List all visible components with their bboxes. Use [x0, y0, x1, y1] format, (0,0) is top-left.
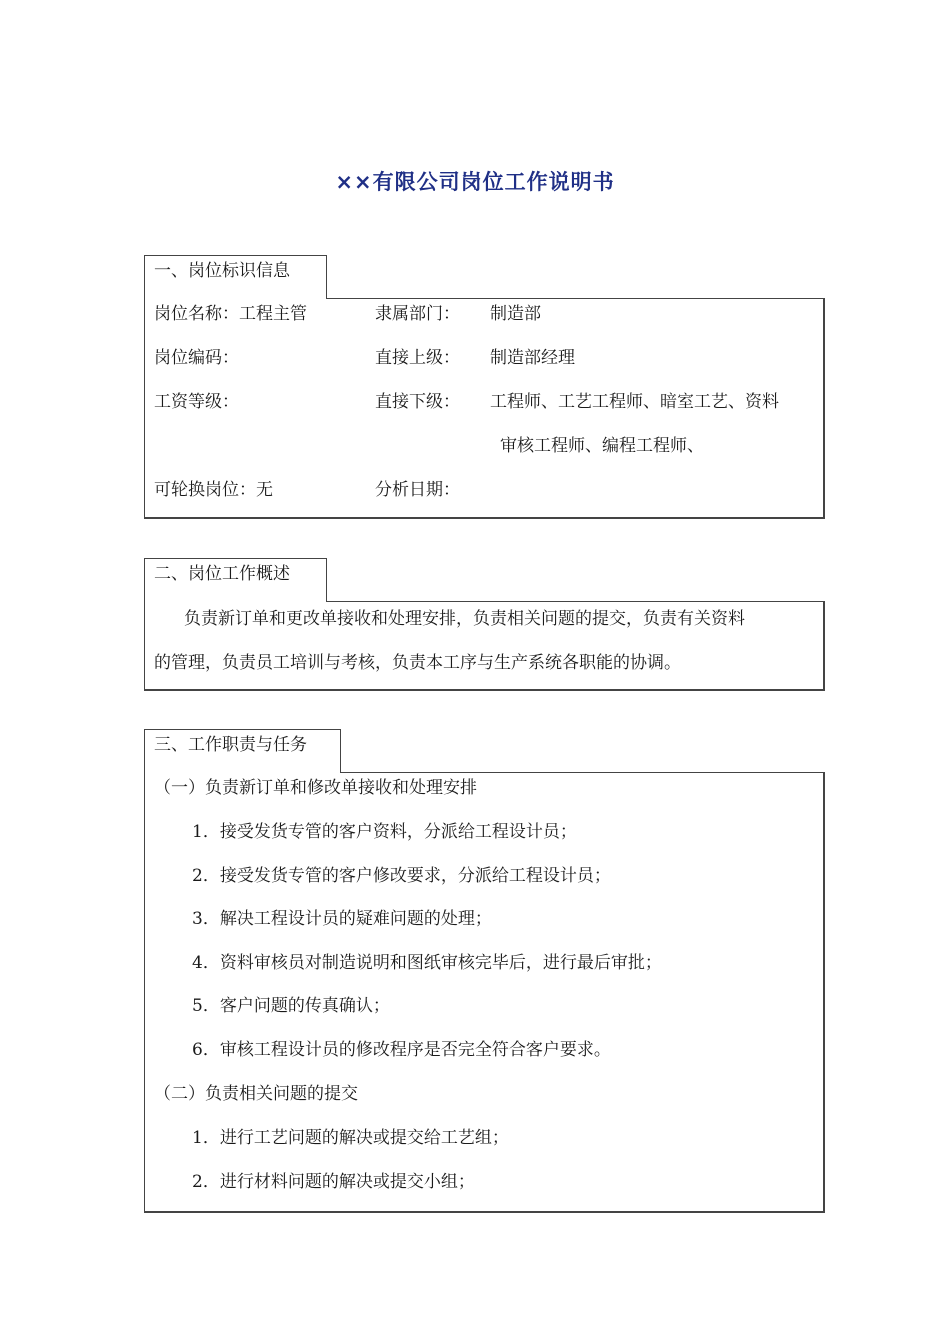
dept-label: 隶属部门： [375, 304, 460, 324]
section1-heading: 一、岗位标识信息 [144, 255, 327, 299]
subordinate-value: 工程师、工艺工程师、暗室工艺、资料 [490, 392, 779, 412]
group-2-item: 1．进行工艺问题的解决或提交给工艺组； [192, 1128, 509, 1148]
section3-heading: 三、工作职责与任务 [144, 729, 341, 773]
group-1-item: 1．接受发货专管的客户资料，分派给工程设计员； [192, 822, 577, 842]
summary-line-1: 负责新订单和更改单接收和处理安排，负责相关问题的提交，负责有关资料 [184, 609, 745, 629]
group-1-item: 6．审核工程设计员的修改程序是否完全符合客户要求。 [192, 1040, 611, 1060]
group-1-title: （一）负责新订单和修改单接收和处理安排 [154, 778, 477, 798]
post-name: 岗位名称：工程主管 [154, 304, 307, 324]
post-code: 岗位编码： [154, 348, 239, 368]
subordinate-value-cont: 审核工程师、编程工程师、 [500, 436, 704, 456]
section1-box [144, 298, 825, 519]
rotation-post: 可轮换岗位：无 [154, 480, 273, 500]
group-1-item: 5．客户问题的传真确认； [192, 996, 390, 1016]
group-2-title: （二）负责相关问题的提交 [154, 1084, 358, 1104]
group-2-item: 2．进行材料问题的解决或提交小组； [192, 1172, 475, 1192]
group-1-item: 4．资料审核员对制造说明和图纸审核完毕后，进行最后审批； [192, 953, 662, 973]
subordinate-label: 直接下级： [375, 392, 460, 412]
salary-grade: 工资等级： [154, 392, 239, 412]
summary-line-2: 的管理，负责员工培训与考核，负责本工序与生产系统各职能的协调。 [154, 653, 681, 673]
superior-label: 直接上级： [375, 348, 460, 368]
group-1-item: 3．解决工程设计员的疑难问题的处理； [192, 909, 492, 929]
section2-heading: 二、岗位工作概述 [144, 558, 327, 602]
section2-box [144, 601, 825, 691]
analysis-date-label: 分析日期： [375, 480, 460, 500]
group-1-item: 2．接受发货专管的客户修改要求，分派给工程设计员； [192, 866, 611, 886]
document-title: ××有限公司岗位工作说明书 [335, 170, 615, 194]
section3-box [144, 772, 825, 1213]
dept-value: 制造部 [490, 304, 541, 324]
superior-value: 制造部经理 [490, 348, 575, 368]
